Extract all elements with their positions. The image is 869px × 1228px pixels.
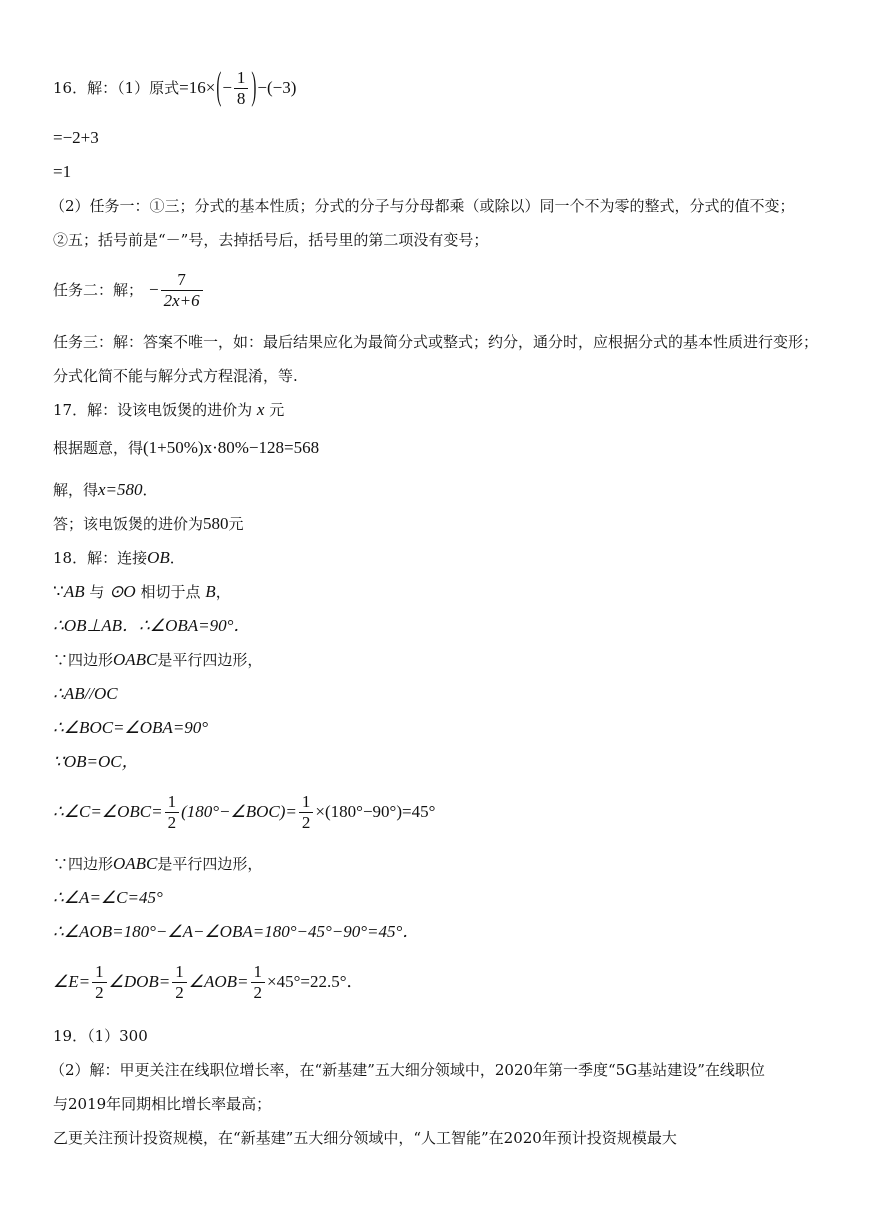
q19-line-2: （2）解：甲更关注在线职位增长率，在“新基建”五大细分领域中，2020年第一季度“5G基站建设”在线职位 [50, 1061, 765, 1079]
q18-line-12 [53, 960, 364, 1004]
half-fraction [165, 792, 180, 833]
q18-line-10: ∴∠A=∠C=45° [53, 888, 163, 907]
q17-text: 17．解：设该电饭煲的进价为 [53, 401, 253, 419]
q17-equation: (1+50%)x·80%−128=568 [143, 438, 320, 457]
q19-line-1: 19．（1）300 [53, 1027, 148, 1045]
q18-line-3: ∴OB⊥AB．∴∠OBA=90°． [53, 616, 251, 635]
q16-label: 16．解：（1）原式 [53, 79, 180, 97]
q18-line-5: ∴AB//OC [53, 684, 118, 703]
q16-line-4: （2）任务一：①三；分式的基本性质；分式的分子与分母都乘（或除以）同一个不为零的整式，分式的值不变； [50, 197, 795, 215]
q17-unit: 元 [269, 401, 285, 419]
q18-l1-text: 18．解：连接 [53, 549, 148, 567]
task2-fraction [161, 270, 203, 311]
q16-line-3: =1 [53, 162, 72, 181]
fraction-num: 1 [236, 67, 246, 87]
q17-solution: x=580 [98, 480, 143, 499]
q16-line-5: ②五；括号前是“－”号，去掉括号后，括号里的第二项没有变号； [53, 231, 489, 249]
q17-l3-end: ． [142, 481, 158, 499]
q18-l12-mid2: ∠AOB= [188, 972, 249, 991]
half-num: 1 [301, 791, 311, 811]
q16-line-2: =−2+3 [53, 128, 99, 147]
half-den: 2 [172, 982, 187, 1003]
q18-l9-text-a: ∵四边形 [53, 855, 114, 873]
half-num: 1 [167, 791, 177, 811]
half-num: 1 [175, 961, 184, 981]
q18-l9-text-b: 是平行四边形， [157, 855, 263, 873]
circle-o: ⊙O [109, 582, 136, 601]
left-paren: ( [216, 67, 222, 109]
q18-l12-mid1: ∠DOB= [108, 972, 171, 991]
q18-line-4 [53, 650, 262, 670]
q18-l2-text: 相切于点 [140, 583, 201, 601]
task2-num: 7 [177, 269, 186, 289]
q16-task3-line-1: 任务三：解：答案不唯一，如：最后结果应化为最简分式或整式；约分，通分时，应根据分式的基本性质进行变形； [53, 333, 819, 351]
q17-l3-text: 解，得 [53, 481, 99, 499]
half-fraction [172, 962, 187, 1003]
because-symbol: ∵ [53, 582, 64, 601]
fraction-den: 8 [234, 88, 249, 109]
q17-l4-text: 答；该电饭煲的进价为 [53, 515, 204, 533]
q16-task2 [53, 268, 205, 312]
half-den: 2 [251, 982, 266, 1003]
q19-line-4: 乙更关注预计投资规模，在“新基建”五大细分领域中，“人工智能”在2020年预计投资规模最大 [53, 1129, 677, 1147]
q18-line-11: ∴∠AOB=180°−∠A−∠OBA=180°−45°−90°=45°． [53, 922, 420, 941]
q18-l12-pre: ∠E= [53, 972, 91, 991]
q18-line-1 [53, 548, 185, 568]
q18-line-9 [53, 854, 262, 874]
q18-l2-ab: AB [63, 582, 85, 601]
q18-l4-math: OABC [113, 650, 158, 669]
half-num: 1 [95, 961, 104, 981]
q18-l9-math: OABC [113, 854, 158, 873]
q18-line-7: ∵OB=OC， [53, 752, 139, 771]
half-den: 2 [165, 812, 180, 833]
half-den: 2 [299, 812, 314, 833]
q18-l8-mid2: ×(180°−90°)=45° [315, 802, 436, 821]
q18-l8-mid1: (180°−∠BOC)= [181, 802, 297, 821]
q19-line-3: 与2019年同期相比增长率最高； [53, 1095, 272, 1113]
q17-line-2 [53, 438, 319, 458]
q18-l4-text-a: ∵四边形 [53, 651, 114, 669]
q18-line-2 [53, 582, 231, 602]
half-den: 2 [92, 982, 107, 1003]
q18-l2-b: B [205, 582, 216, 601]
task2-label: 任务二：解； [53, 281, 144, 299]
q16-expr-pre: =16× [179, 78, 216, 97]
q17-line-4 [53, 514, 244, 534]
q16-minus: − [222, 78, 232, 97]
right-paren: ) [251, 67, 257, 109]
q18-l12-end: ×45°=22.5°． [267, 972, 364, 991]
q17-line-3 [53, 480, 158, 500]
half-fraction [251, 962, 266, 1003]
q18-l1-end: ． [169, 549, 185, 567]
half-num: 1 [253, 961, 263, 981]
q18-l2-with: 与 [89, 583, 105, 601]
q17-l4-unit: 元 [228, 515, 244, 533]
q18-l8-pre: ∴∠C=∠OBC= [53, 802, 163, 821]
q18-l1-math: OB [147, 548, 170, 567]
q17-var: x [256, 400, 265, 419]
half-fraction [92, 962, 107, 1003]
task2-den: 2x+6 [161, 290, 203, 311]
q17-line-1 [53, 400, 284, 420]
q18-l4-text-b: 是平行四边形， [157, 651, 263, 669]
q18-line-6: ∴∠BOC=∠OBA=90° [53, 718, 209, 737]
task2-minus: − [149, 280, 159, 299]
q17-l2-text: 根据题意，得 [53, 439, 144, 457]
q18-line-8 [53, 790, 435, 834]
q16-task3-line-2: 分式化简不能与解分式方程混淆，等. [53, 367, 298, 385]
q16-line-1 [53, 67, 297, 109]
q16-expr-post: −(−3) [257, 78, 297, 97]
q17-l4-num: 580 [203, 514, 229, 533]
fraction-one-eighth [234, 68, 249, 109]
q18-l2-end: ， [215, 583, 231, 601]
half-fraction [299, 792, 314, 833]
